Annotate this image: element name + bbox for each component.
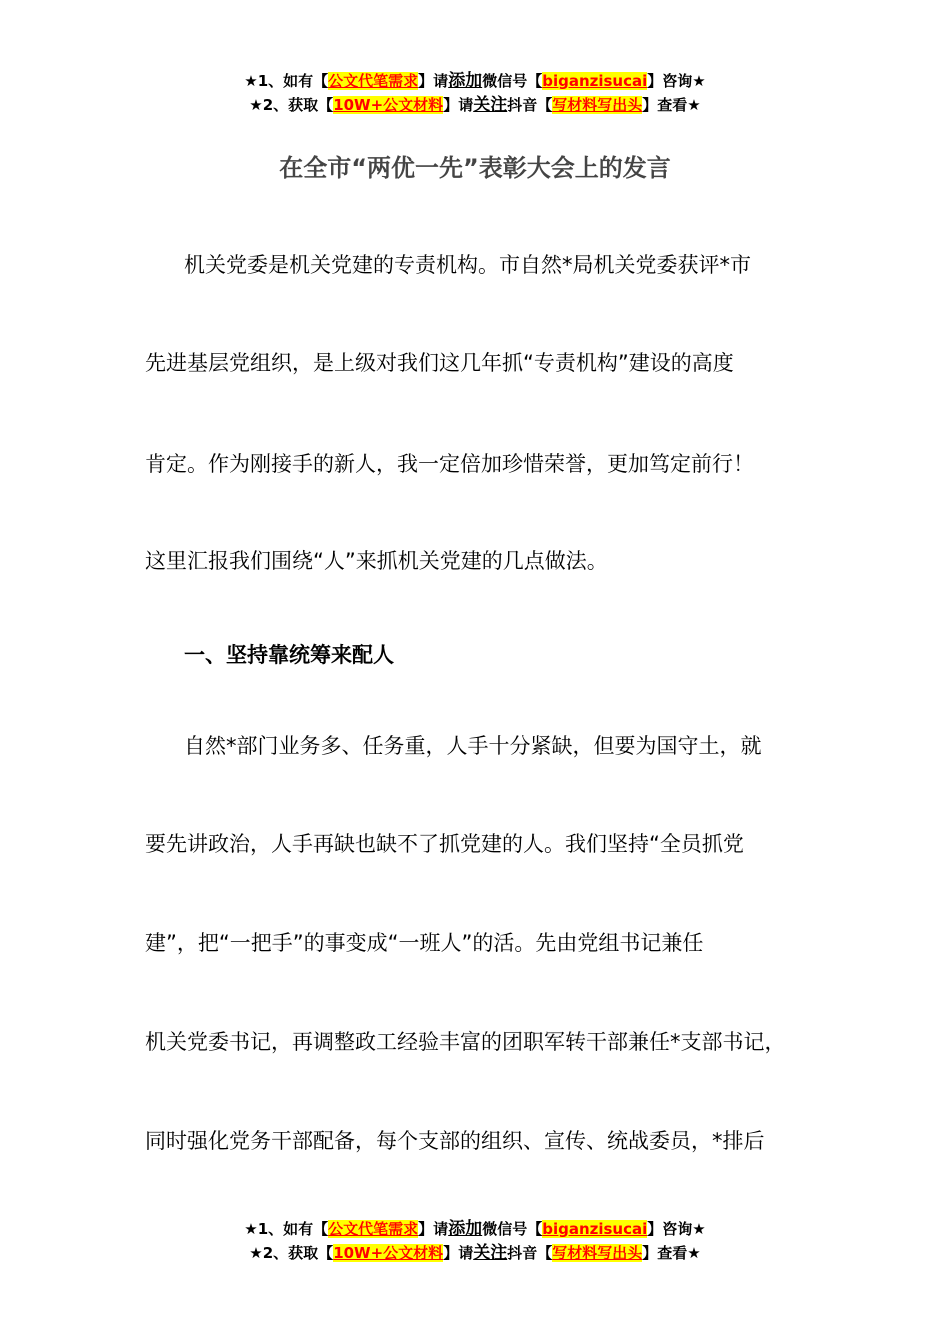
document-title: 在全市“两优一先”表彰大会上的发言 [279, 154, 671, 182]
ad-highlight: 10W+公文材料 [333, 96, 444, 114]
ad-text: 】咨询★ [647, 72, 706, 90]
ad-text: 微信号【 [482, 72, 543, 90]
ad-text: ★1、如有【 [244, 72, 329, 90]
ad-highlight: 公文代笔需求 [328, 72, 419, 90]
ad-text: 】咨询★ [647, 1220, 706, 1238]
ad-line-1 [0, 69, 950, 93]
paragraph-line: 这里汇报我们围绕“人”来抓机关党建的几点做法。 [145, 549, 608, 573]
paragraph-line: 先进基层党组织，是上级对我们这几年抓“专责机构”建设的高度 [145, 351, 734, 375]
ad-highlight: biganzisucai [542, 1220, 648, 1238]
ad-highlight: 10W+公文材料 [333, 1244, 444, 1262]
header-ad [0, 69, 950, 117]
paragraph-line: 机关党委是机关党建的专责机构。市自然*局机关党委获评*市 [184, 253, 751, 277]
paragraph-line: 肯定。作为刚接手的新人，我一定倍加珍惜荣誉，更加笃定前行！ [145, 452, 754, 476]
ad-emphasis: 添加 [448, 1219, 483, 1239]
paragraph-line: 机关党委书记，再调整政工经验丰富的团职军转干部兼任*支部书记， [145, 1030, 786, 1054]
ad-text: ★2、获取【 [249, 1244, 334, 1262]
ad-text: 抖音【 [507, 96, 553, 114]
ad-line-2 [0, 1241, 950, 1265]
ad-line-2 [0, 93, 950, 117]
ad-highlight: biganzisucai [542, 72, 648, 90]
ad-text: 微信号【 [482, 1220, 543, 1238]
paragraph-line: 同时强化党务干部配备，每个支部的组织、宣传、统战委员，*排后 [145, 1129, 765, 1153]
ad-text: ★1、如有【 [244, 1220, 329, 1238]
ad-emphasis: 添加 [448, 71, 483, 91]
ad-text: 】请 [418, 72, 449, 90]
ad-text: 】查看★ [642, 1244, 701, 1262]
footer-ad [0, 1217, 950, 1265]
ad-highlight: 写材料写出头 [552, 1244, 643, 1262]
paragraph-line: 自然*部门业务多、任务重，人手十分紧缺，但要为国守土，就 [184, 734, 762, 758]
ad-emphasis: 关注 [473, 95, 508, 115]
ad-highlight: 公文代笔需求 [328, 1220, 419, 1238]
ad-text: 抖音【 [507, 1244, 553, 1262]
section-heading: 一、坚持靠统筹来配人 [184, 643, 394, 667]
ad-line-1 [0, 1217, 950, 1241]
paragraph-line: 建”，把“一把手”的事变成“一班人”的活。先由党组书记兼任 [145, 931, 704, 955]
ad-highlight: 写材料写出头 [552, 96, 643, 114]
ad-emphasis: 关注 [473, 1243, 508, 1263]
ad-text: 】请 [418, 1220, 449, 1238]
paragraph-line: 要先讲政治，人手再缺也缺不了抓党建的人。我们坚持“全员抓党 [145, 832, 744, 856]
ad-text: 】请 [443, 1244, 474, 1262]
ad-text: 】查看★ [642, 96, 701, 114]
ad-text: 】请 [443, 96, 474, 114]
ad-text: ★2、获取【 [249, 96, 334, 114]
